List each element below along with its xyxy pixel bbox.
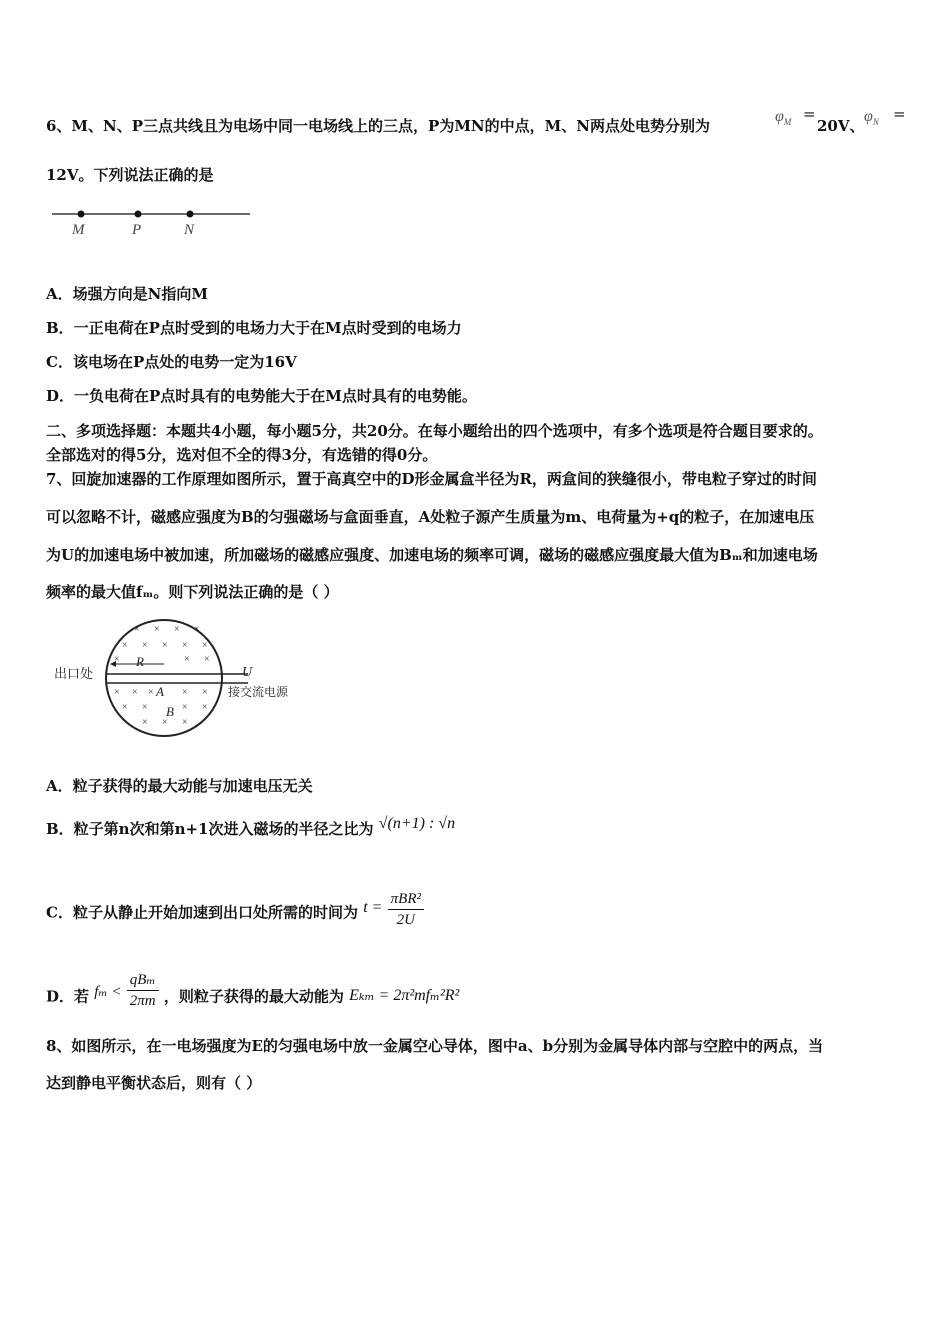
q8-stem-line1 — [46, 1036, 823, 1056]
q6-option-c-text: C．该电场在P点处的电势一定为16V — [46, 353, 297, 371]
svg-text:×: × — [182, 687, 188, 698]
radius-ratio-formula: √(n+1) : √n — [378, 815, 456, 832]
svg-text:×: × — [162, 640, 168, 651]
freq-numerator: qBₘ — [127, 970, 159, 991]
q6-field-line-figure — [50, 204, 255, 238]
q7-option-c — [46, 893, 424, 934]
svg-text:×: × — [122, 640, 128, 651]
section2-text-1: 二、多项选择题：本题共4小题，每小题5分，共20分。在每小题给出的四个选项中，有多个选项是符合题目要求的。 — [46, 422, 823, 440]
svg-text:×: × — [202, 702, 208, 713]
q6-phi-n — [864, 106, 879, 132]
label-m: M — [72, 222, 85, 238]
time-numerator: πBR² — [388, 889, 424, 910]
exit-label: 出口处 — [54, 667, 94, 682]
svg-text:×: × — [114, 687, 120, 698]
svg-text:×: × — [142, 717, 148, 728]
q7-option-b — [46, 815, 456, 840]
q8-text-1: 8、如图所示，在一电场强度为E的匀强电场中放一金属空心导体，图中a、b分别为金属导体内部与空腔中的两点，当 — [46, 1037, 824, 1055]
q7-text-3: 为U的加速电场中被加速，所加磁场的磁感应强度、加速电场的频率可调，磁场的磁感应强度最大值为Bₘ和加速电场 — [46, 546, 818, 564]
q6-option-d-text: D．一负电荷在P点时具有的电势能大于在M点时具有的电势能。 — [46, 387, 477, 405]
point-m-dot — [78, 211, 85, 218]
q7-option-a — [46, 776, 313, 796]
svg-text:×: × — [202, 687, 208, 698]
q6-eq1 — [803, 104, 816, 124]
svg-text:×: × — [174, 624, 180, 635]
q7-option-d — [46, 972, 460, 1018]
time-fraction — [388, 889, 424, 930]
cyclotron-figure — [52, 612, 312, 744]
section2-heading-line1 — [46, 421, 823, 441]
q6-option-c — [46, 352, 297, 372]
label-p: P — [132, 222, 142, 238]
point-p-dot — [135, 211, 142, 218]
val-m-text: 20V、 — [817, 117, 865, 135]
phi-n-subscript: N — [872, 117, 879, 127]
q6-option-b-text: B．一正电荷在P点时受到的电场力大于在M点时受到的电场力 — [46, 319, 462, 337]
q6-eq2 — [893, 104, 906, 124]
q6-phi-m — [775, 106, 791, 132]
q6-option-a-text: A．场强方向是N指向M — [46, 285, 208, 303]
q7-option-d-middle: ，则粒子获得的最大动能为 — [163, 987, 344, 1006]
time-t-lhs: t = — [363, 898, 383, 916]
svg-text:×: × — [154, 624, 160, 635]
svg-text:×: × — [132, 687, 138, 698]
q6-option-d — [46, 386, 477, 406]
svg-text:×: × — [114, 654, 120, 665]
svg-text:×: × — [184, 654, 190, 665]
q6-stem-line1 — [46, 116, 710, 136]
section2-text-2: 全部选对的得5分，选对但不全的得3分，有选错的得0分。 — [46, 446, 438, 464]
q7-text-1: 7、回旋加速器的工作原理如图所示，置于高真空中的D形金属盒半径为R，两盒间的狭缝很小，带电粒子穿过的时间 — [46, 470, 817, 488]
q7-stem-line1 — [46, 469, 817, 489]
q7-text-2: 可以忽略不计，磁感应强度为B的匀强磁场与盒面垂直，A处粒子源产生质量为m、电荷量为+q的粒子，在加速电压 — [46, 508, 815, 526]
q6-stem-text: 6、M、N、P三点共线且为电场中同一电场线上的三点，P为MN的中点，M、N两点处电势分别为 — [46, 117, 710, 135]
max-kinetic-energy-formula: Eₖₘ = 2π²mfₘ²R² — [349, 986, 460, 1004]
freq-denominator: 2πm — [129, 993, 156, 1009]
phi-n-symbol: φ — [864, 108, 873, 125]
svg-text:×: × — [204, 654, 210, 665]
svg-text:×: × — [122, 702, 128, 713]
magnetic-field-crosses — [114, 624, 210, 728]
q7-stem-line3 — [46, 545, 818, 565]
field-b-label: B — [166, 704, 174, 719]
q6-option-b — [46, 318, 462, 338]
voltage-u-label: U — [242, 665, 253, 680]
q7-stem-line2 — [46, 507, 814, 527]
svg-text:×: × — [182, 702, 188, 713]
radius-label: R — [136, 654, 144, 669]
point-n-dot — [187, 211, 194, 218]
q7-text-4: 频率的最大值fₘ。则下列说法正确的是（ ） — [46, 583, 339, 601]
q7-stem-line4 — [46, 582, 339, 602]
svg-text:×: × — [202, 640, 208, 651]
q6-val-m — [817, 116, 865, 136]
svg-text:×: × — [162, 717, 168, 728]
phi-m-subscript: M — [783, 117, 792, 127]
svg-text:×: × — [134, 624, 140, 635]
svg-text:×: × — [142, 640, 148, 651]
svg-text:×: × — [182, 717, 188, 728]
svg-text:×: × — [148, 687, 154, 698]
q7-option-a-text: A．粒子获得的最大动能与加速电压无关 — [46, 777, 313, 795]
q6-option-a — [46, 284, 208, 304]
section2-heading-line2 — [46, 445, 437, 465]
svg-text:×: × — [142, 702, 148, 713]
q7-option-c-text: C．粒子从静止开始加速到出口处所需的时间为 — [46, 903, 358, 922]
q8-text-2: 达到静电平衡状态后，则有（ ） — [46, 1074, 262, 1092]
svg-text:×: × — [194, 624, 200, 635]
phi-m-symbol: φ — [775, 108, 784, 125]
equals-sign-2: = — [893, 105, 906, 123]
time-denominator: 2U — [396, 912, 416, 928]
label-n: N — [184, 222, 195, 238]
svg-text:×: × — [182, 640, 188, 651]
freq-fraction — [127, 970, 159, 1011]
q7-option-b-text: B．粒子第n次和第n+1次进入磁场的半径之比为 — [46, 820, 374, 838]
q6-stem-line2 — [46, 165, 214, 185]
freq-condition-lhs: fₘ < — [94, 983, 122, 1000]
q7-option-d-prefix: D．若 — [46, 987, 90, 1006]
q6-stem-text-2: 12V。下列说法正确的是 — [46, 166, 214, 184]
point-a-label: A — [156, 684, 164, 699]
ac-source-label: 接交流电源 — [228, 685, 289, 699]
equals-sign-1: = — [803, 105, 816, 123]
q8-stem-line2 — [46, 1073, 261, 1093]
